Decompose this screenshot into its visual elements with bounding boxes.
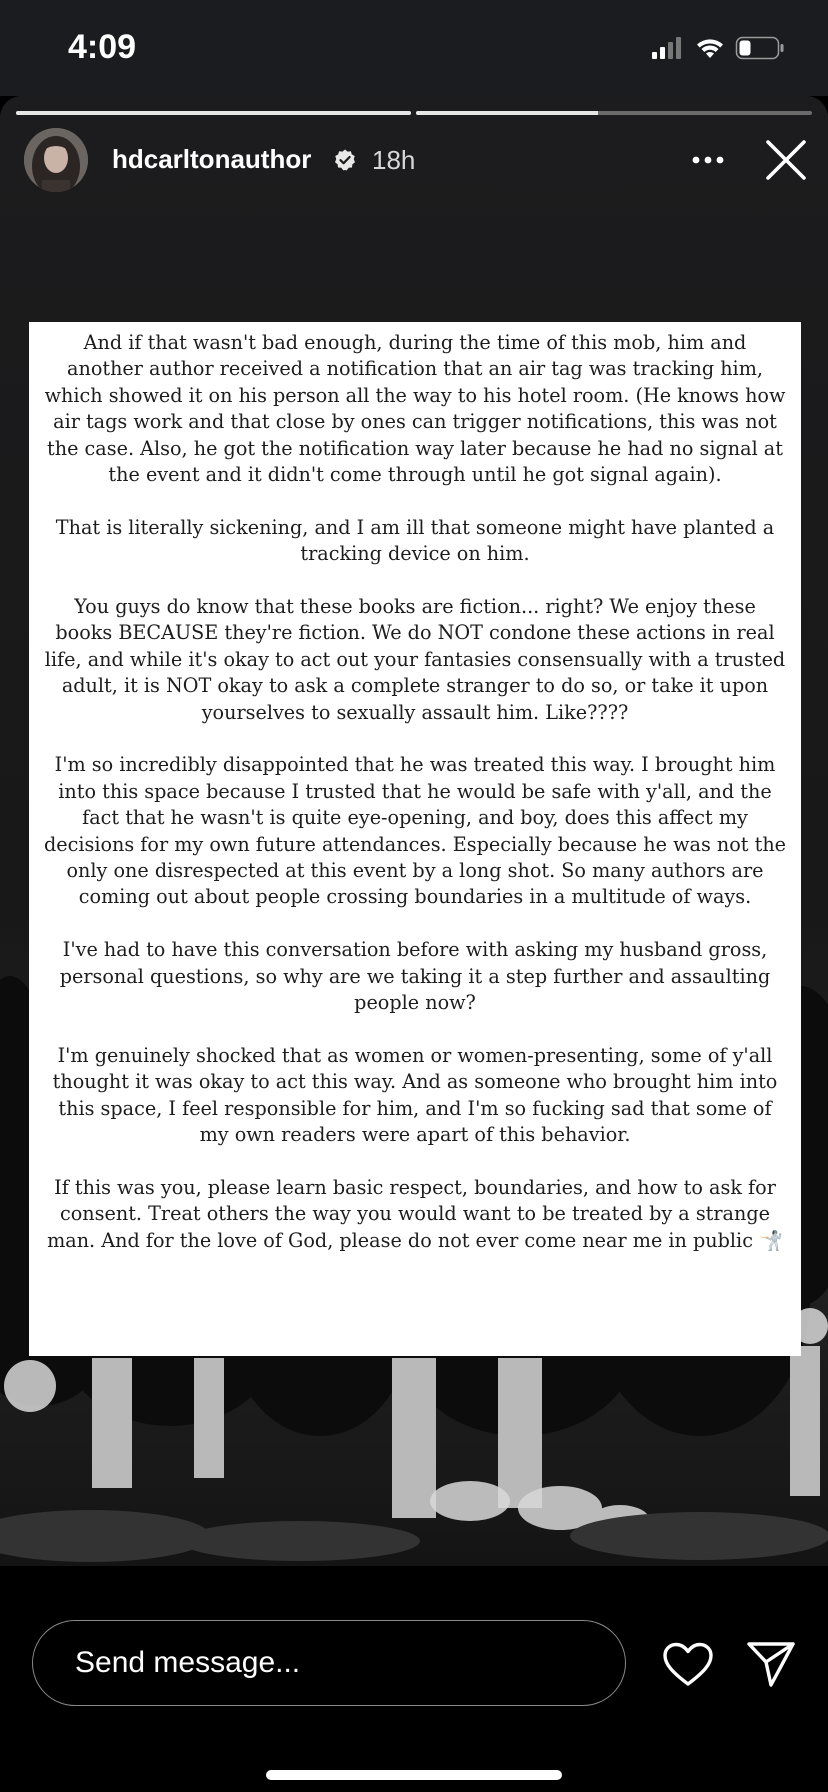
- paragraph-shocked: I'm genuinely shocked that as women or women-presenting, some of y'all thought it was okay to act this way. And as someone who brought him into this space, I feel responsible for him, and I'm so fucking sad that some of my own readers were apart of this behavior.: [52, 1043, 778, 1147]
- heart-icon: [665, 1645, 711, 1685]
- reply-bar: [0, 1566, 828, 1792]
- paragraph-conversation: I've had to have this conversation before with asking my husband gross, personal questions, so why are we taking it a step further and assaulting people now?: [59, 938, 771, 1015]
- story-text-card: [29, 322, 801, 1356]
- username[interactable]: hdcarltonauthor: [112, 144, 312, 174]
- progress-segment-1: [16, 111, 411, 115]
- paragraph-fiction: You guys do know that these books are fiction... right? We enjoy these books BECAUSE they're fiction. We do NOT condone these actions in real life, and while it's okay to act out your fantasies consensually with a trusted adult, it is NOT okay to ask a complete stranger to do so, or take it upon yourselves to sexually assault him. Like????: [44, 595, 786, 724]
- cellular-signal-icon: [652, 37, 681, 59]
- paragraph-disappointed: I'm so incredibly disappointed that he was treated this way. I brought him into this space because I trusted that he would be safe with y'all, and the fact that he wasn't is quite eye-opening, and boy, does this affect my decisions for my own future attendances. Especially because he was not the only one disrespected at this event by a long shot. So many authors are coming out about people crossing boundaries in a multitude of ways.: [43, 753, 787, 909]
- status-icons: [652, 34, 792, 64]
- more-horizontal-icon: [693, 157, 724, 164]
- status-time: 4:09: [68, 28, 137, 66]
- send-button[interactable]: [746, 1640, 796, 1688]
- progress-fill-1: [16, 111, 411, 115]
- avatar-image: [24, 128, 88, 192]
- story-frame[interactable]: [0, 96, 828, 1566]
- status-bar: [0, 0, 828, 96]
- progress-fill-2: [416, 111, 598, 115]
- paragraph-air-tag: And if that wasn't bad enough, during the time of this mob, him and another author received a notification that an air tag was tracking him, which showed it on his person all the way to his hotel room. (He knows how air tags work and that close by ones can trigger notifications, this was not the case. Also, he got the notification way later because he had no signal at the event and it didn't come through until he got signal again).: [44, 331, 786, 487]
- send-message-input[interactable]: [32, 1620, 626, 1706]
- send-icon: [749, 1644, 793, 1685]
- progress-segment-2: [416, 111, 812, 115]
- wifi-icon: [697, 39, 723, 58]
- more-options-button[interactable]: [688, 142, 728, 178]
- verified-badge-icon: [333, 148, 357, 172]
- story-header: [0, 128, 828, 198]
- avatar[interactable]: [24, 128, 88, 192]
- paragraph-consent: If this was you, please learn basic respect, boundaries, and how to ask for consent. Treat others the way you would want to be treated by a strange man. And for the love of God, please do not ever come near me in public 🤺: [47, 1175, 783, 1252]
- like-button[interactable]: [662, 1642, 714, 1688]
- close-button[interactable]: [764, 138, 808, 182]
- home-indicator[interactable]: [266, 1770, 562, 1780]
- battery-icon: [737, 38, 784, 59]
- story-progress-bar: [16, 111, 812, 115]
- post-time-ago: 18h: [372, 145, 416, 175]
- close-icon: [768, 142, 804, 178]
- paragraph-sickening: That is literally sickening, and I am ill that someone might have planted a tracking device on him.: [55, 515, 775, 566]
